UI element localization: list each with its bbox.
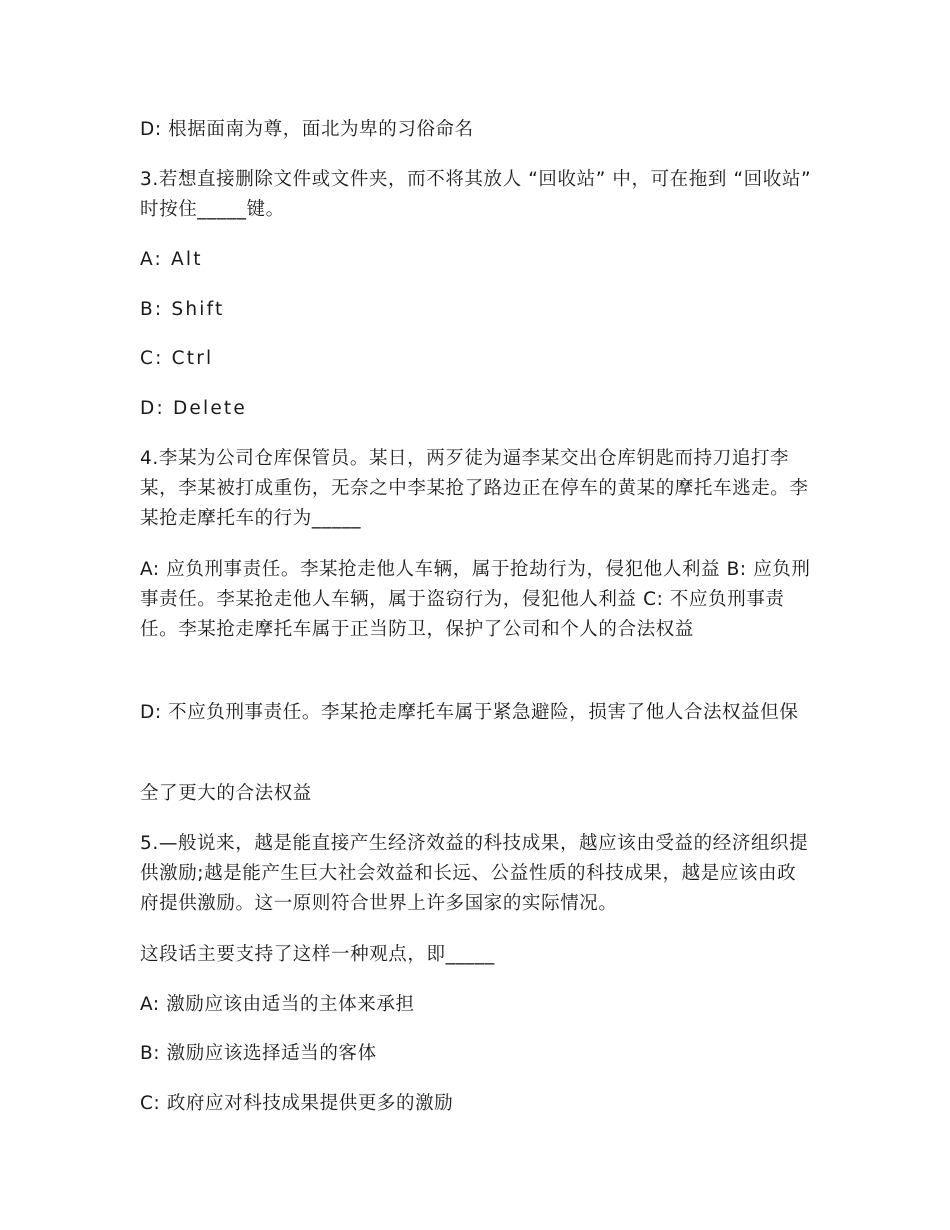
option-b-q5: B: 激励应该选择适当的客体 bbox=[140, 1043, 377, 1064]
option-d-q3: D: Delete bbox=[140, 398, 247, 419]
option-a-q5: A: 激励应该由适当的主体来承担 bbox=[140, 994, 415, 1015]
option-b-q3: B: Shift bbox=[140, 299, 225, 320]
question-4: 4.李某为公司仓库保管员。某日，两歹徒为逼李某交出仓库钥匙而持刀追打李某，李某被打成重伤，无奈之中李某抢了路边正在停车的黄某的摩托车逃走。李某抢走摩托车的行为_____ bbox=[140, 448, 809, 529]
option-c-q5: C: 政府应对科技成果提供更多的激励 bbox=[140, 1093, 454, 1114]
option-d-q4: D: 不应负刑事责任。李某抢走摩托车属于紧急避险，损害了他人合法权益但保 bbox=[140, 702, 799, 723]
option-c-q3: C: Ctrl bbox=[140, 348, 214, 369]
option-a-q3: A: Alt bbox=[140, 249, 203, 270]
question-5-prompt: 这段话主要支持了这样一种观点，即_____ bbox=[140, 944, 495, 965]
question-3: 3.若想直接删除文件或文件夹，而不将其放人 “回收站” 中，可在拖到 “回收站” 时按住_____键。 bbox=[140, 169, 812, 220]
options-abc-q4: A: 应负刑事责任。李某抢走他人车辆，属于抢劫行为，侵犯他人利益 B: 应负刑事责任。李某抢走他人车辆，属于盗窃行为，侵犯他人利益 C: 不应负刑事责任。李某抢走摩托车属于正当防卫，保护了公司和个人的合法权益 bbox=[140, 559, 811, 640]
option-d-q4-continued: 全了更大的合法权益 bbox=[140, 783, 312, 804]
question-5: 5.—般说来，越是能直接产生经济效益的科技成果，越应该由受益的经济组织提供激励;越是能产生巨大社会效益和长远、公益性质的科技成果，越是应该由政府提供激励。这一原则符合世界上许多国家的实际情况。 bbox=[140, 833, 809, 914]
option-d-q2: D: 根据面南为尊，面北为卑的习俗命名 bbox=[140, 119, 474, 140]
